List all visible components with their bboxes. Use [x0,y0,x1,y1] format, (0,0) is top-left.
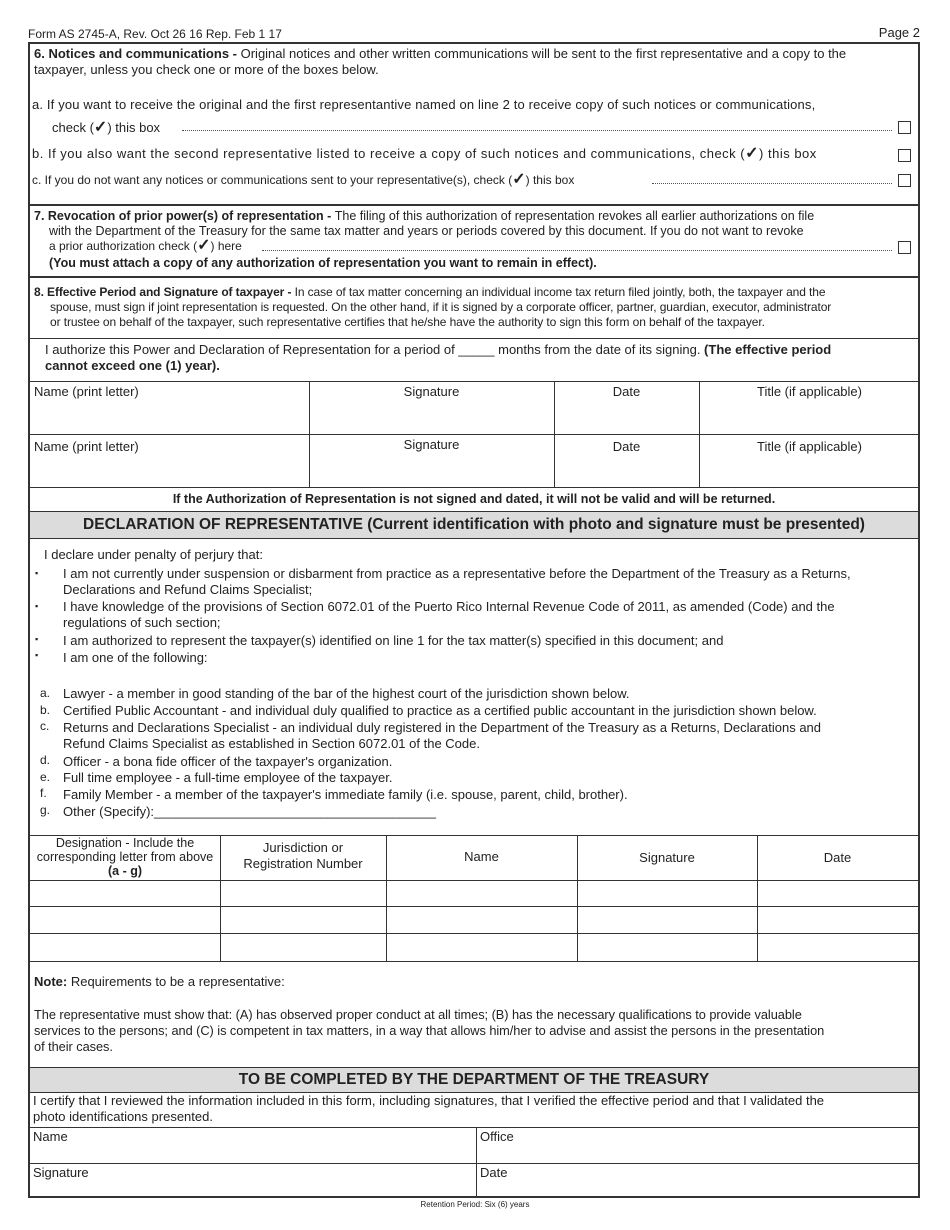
section-8-title: 8. Effective Period and Signature of taxpayer - [34,285,295,299]
note-heading: Note: Requirements to be a representative: [34,974,285,989]
signature-label: Signature [403,437,460,452]
rep-date-header: Date [823,850,852,865]
check-mark-icon: ✓ [197,237,211,254]
row-divider [30,906,918,907]
checkbox-6c[interactable] [898,174,911,187]
title-label: Title (if applicable) [756,384,862,399]
divider [30,1127,918,1128]
date-label: Date [612,384,641,399]
option-a: Lawyer - a member in good standing of the bar of the highest court of the jurisdiction shown below. [63,686,630,701]
option-letter: c. [40,719,50,733]
representative-table [30,835,918,961]
effective-period [45,342,915,374]
section-7-text-3-pre: a prior authorization check ( [49,239,198,253]
option-e: Full time employee - a full-time employee of the taxpayer. [63,770,393,785]
option-6a-pre: check ( [52,120,94,135]
section-6-title: 6. Notices and communications - [34,46,241,61]
section-6 [30,44,918,204]
section-7-text-3-post: ) here [210,239,242,253]
option-letter: g. [40,803,51,817]
declaration-intro: I declare under penalty of perjury that: [44,547,263,562]
option-c: Returns and Declarations Specialist - an individual duly registered in the Department of the Treasury as a Returns, Declarations and Refund Claims Specialist as established in Section 6072.01 of the Code. [63,720,822,751]
rep-name-header: Name [464,849,499,864]
treasury-date-label: Date [480,1165,508,1180]
form-frame [28,42,920,1198]
treasury-heading: TO BE COMPLETED BY THE DEPARTMENT OF THE TREASURY [30,1067,918,1093]
validity-warning: If the Authorization of Representation is not signed and dated, it will not be valid and will be returned. [172,492,776,506]
option-d: Officer - a bona fide officer of the taxpayer's organization. [63,754,393,769]
treasury-name-label: Name [33,1129,68,1144]
taxpayer-signature-table [30,381,918,487]
checkbox-6b[interactable] [898,149,911,162]
declaration-bullet-2: I have knowledge of the provisions of Section 6072.01 of the Puerto Rico Internal Revenue Code of 2011, as amended (Code) and the regulations of such section; [63,599,835,630]
check-mark-icon: ✓ [512,171,526,188]
option-6b-pre: b. If you also want the second representative listed to receive a copy of such notices and communications, check ( [32,146,746,161]
section-8-text-1: In case of tax matter concerning an individual income tax return filed jointly, both, the taxpayer and the [294,285,826,299]
checkbox-6a[interactable] [898,121,911,134]
declaration-bullet-4: I am one of the following: [63,650,208,665]
treasury-signature-label: Signature [33,1165,89,1180]
name-print-label: Name (print letter) [34,439,139,454]
check-mark-icon: ✓ [93,119,108,136]
effective-period-text: I authorize this Power and Declaration of Representation for a period of _____ months from the date of its signing. [45,342,705,357]
option-letter: f. [40,786,47,800]
bullet-icon: ▪ [35,601,39,611]
check-mark-icon: ✓ [745,145,760,162]
section-6-text: Original notices and other written communications will be sent to the first representative and a copy to the taxpayer, unless you check one or more of the boxes below. [34,46,847,77]
option-6c-pre: c. If you do not want any notices or communications sent to your representative(s), check ( [32,173,513,187]
section-7-title: 7. Revocation of prior power(s) of representation - [34,209,335,223]
rep-signature-header: Signature [639,850,695,865]
option-b: Certified Public Accountant - and individual duly qualified to practice as a certified public accountant in the jurisdiction shown below. [63,703,817,718]
option-f: Family Member - a member of the taxpayer's immediate family (i.e. spouse, parent, child, brother). [63,787,628,802]
leader-dots [262,250,892,251]
leader-dots [182,130,892,131]
bullet-icon: ▪ [35,634,39,644]
form-id: Form AS 2745-A, Rev. Oct 26 16 Rep. Feb 1 17 [28,27,282,41]
checkbox-7[interactable] [898,241,911,254]
option-g: Other (Specify):_______________________________________ [63,804,436,819]
jurisdiction-header: Jurisdiction or Registration Number [243,840,363,871]
column-divider [476,1127,477,1198]
divider [30,338,918,339]
option-letter: e. [40,770,51,784]
option-6a-text: a. If you want to receive the original and the first representantive named on line 2 to receive copy of such notices or communications, [32,97,816,112]
effective-period-limit: (The effective period [704,342,832,357]
declaration-bullet-3: I am authorized to represent the taxpayer(s) identified on line 1 for the tax matter(s) specified in this document; and [63,633,724,648]
declaration-heading: DECLARATION OF REPRESENTATIVE (Current identification with photo and signature must be presented) [30,511,918,539]
signature-label: Signature [403,384,460,399]
section-7-note: (You must attach a copy of any authorization of representation you want to remain in effect). [49,256,597,270]
section-8 [30,278,918,338]
retention-period: Retention Period: Six (6) years [420,1200,530,1209]
section-7 [30,206,918,276]
option-6a-post: ) this box [107,120,161,135]
declaration-bullet-1: I am not currently under suspension or disbarment from practice as a representative before the Department of the Treasury as a Returns, Declarations and Refund Claims Specialist; [63,566,851,597]
option-letter: a. [40,686,51,700]
note-body: The representative must show that: (A) has observed proper conduct at all times; (B) has the necessary qualifications to provide valuable services to the persons; and (C) is competent in tax matters, in a way that allows him/her to advise and assist the persons in the presentation of their cases. [34,1007,825,1054]
section-7-text-2: with the Department of the Treasury for the same tax matter and years or periods covered by this document. If you do not want to revoke [49,224,804,238]
option-6b-post: ) this box [759,146,817,161]
row-divider [30,434,918,435]
effective-period-limit-2: cannot exceed one (1) year). [45,358,220,373]
row-divider [30,880,918,881]
row-divider [30,933,918,934]
title-label: Title (if applicable) [756,439,862,454]
designation-header: Designation - Include the corresponding letter from above (a - g) [36,836,214,878]
divider [30,1163,918,1164]
option-letter: d. [40,753,51,767]
bullet-icon: ▪ [35,568,39,578]
option-letter: b. [40,703,51,717]
treasury-certification: I certify that I reviewed the information included in this form, including signatures, that I verified the effective period and that I validated the photo identifications presented. [33,1093,825,1124]
treasury-office-label: Office [480,1129,514,1144]
option-6c-post: ) this box [525,173,575,187]
section-8-text-2: spouse, must sign if joint representation is requested. On the other hand, if it is signed by a corporate officer, partner, guardian, executor, administrator [50,300,832,314]
divider [30,961,918,962]
leader-dots [652,183,892,184]
date-label: Date [612,439,641,454]
section-7-text-1: The filing of this authorization of representation revokes all earlier authorizations on file [334,209,815,223]
bullet-icon: ▪ [35,650,39,660]
divider [30,487,918,488]
section-8-text-3: or trustee on behalf of the taxpayer, such representative certifies that he/she have the authority to sign this form on behalf of the taxpayer. [50,315,765,329]
name-print-label: Name (print letter) [34,384,139,399]
page-number: Page 2 [878,25,920,40]
